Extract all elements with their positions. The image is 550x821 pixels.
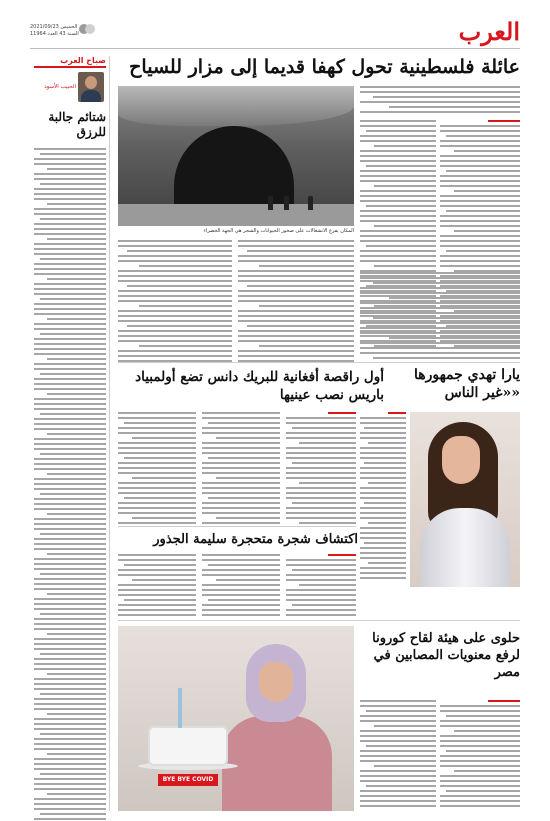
section-divider (118, 620, 520, 621)
yara-story-body (360, 412, 406, 582)
cake-story-column-1 (440, 700, 520, 810)
roots-story-column-1 (118, 554, 196, 619)
roots-story-column-2 (202, 554, 280, 619)
vaccine-cake-photo (118, 626, 354, 811)
newspaper-page (30, 17, 520, 811)
column-section-title: صباح العرب (60, 56, 106, 65)
main-story-column-3 (118, 240, 232, 365)
author-avatar (78, 72, 104, 102)
cake-label: BYE BYE COVID (158, 774, 218, 786)
main-story-column-5 (360, 272, 520, 362)
dancer-story-column-3 (286, 412, 356, 527)
main-story-lead (360, 86, 520, 116)
publisher-mark-icon (78, 23, 96, 35)
column-body-text (34, 148, 106, 821)
issue-info (30, 24, 79, 38)
issue-date: الخميس 2021/09/23 (30, 24, 78, 30)
dancer-story-column-2 (202, 412, 280, 527)
yara-story-headline: يارا تهدي جمهورها «غير الناس» (413, 367, 520, 401)
column-header (34, 56, 106, 68)
cake-story-headline: حلوى على هيئة لقاح كورونا لرفع معنويات المصابين في مصر (372, 631, 520, 680)
masthead-divider (30, 48, 520, 49)
author-name: الحبيب الأسود (44, 84, 76, 90)
singer-photo (410, 412, 520, 587)
masthead (30, 17, 520, 46)
dancer-story-column-1 (118, 412, 196, 527)
main-story-column-4 (238, 240, 354, 365)
dancer-story-headline: أول راقصة أفغانية للبريك دانس تضع أولمبياد باريس نصب عينيها (135, 369, 384, 403)
cave-photo-caption: المكان يفرغ الانشغالات على صخور الحيوانات والشجر هي الجهة الخضراء (203, 228, 354, 234)
section-divider (118, 362, 520, 363)
newspaper-logo: العرب (458, 17, 520, 46)
section-divider (118, 526, 356, 527)
cave-photo (118, 86, 354, 226)
column-headline: شتائم جالبة للرزق (48, 110, 106, 139)
main-story-headline: عائلة فلسطينية تحول كهفا قديما إلى مزار للسياح (129, 56, 520, 78)
issue-number: السنة 43 العدد 11964 (30, 31, 79, 37)
roots-story-column-3 (286, 554, 356, 619)
opinion-column (30, 56, 110, 811)
roots-story-headline: اكتشاف شجرة متحجرة سليمة الجذور (153, 532, 358, 547)
cake-story-column-2 (360, 700, 436, 810)
